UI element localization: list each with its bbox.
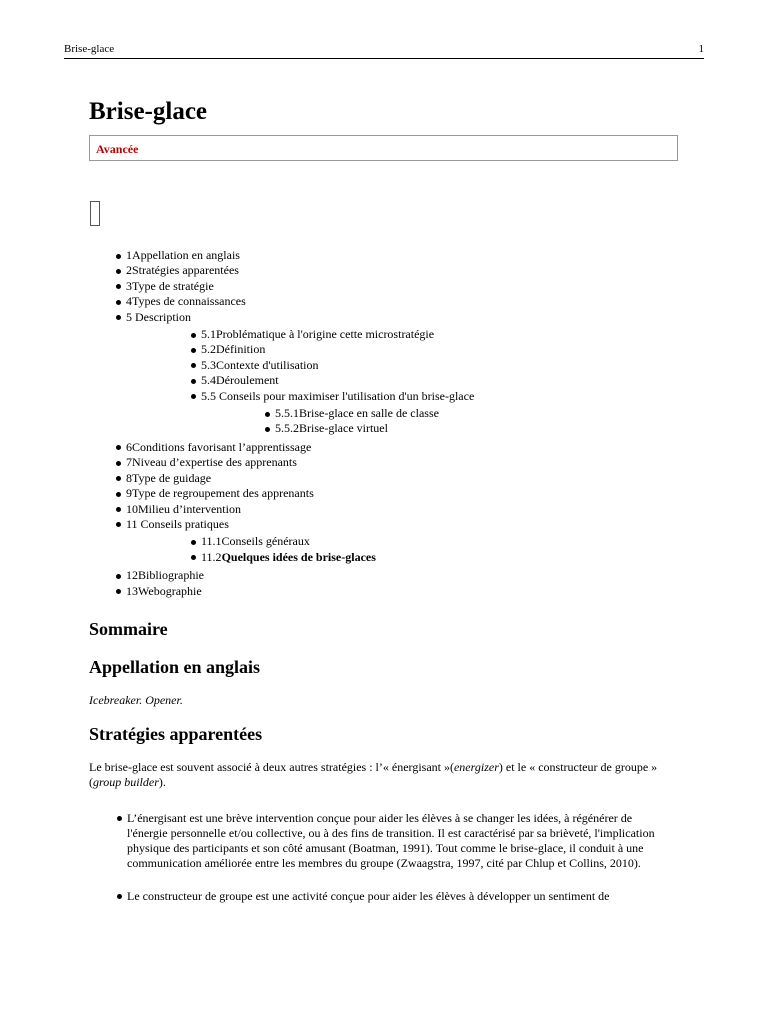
toc-sublist (164, 534, 689, 565)
appellation-text: Icebreaker. Opener. (89, 692, 183, 707)
section-heading-sommaire: Sommaire (89, 618, 168, 639)
toc-item[interactable]: 11.1Conseils généraux (164, 534, 689, 549)
toc-item[interactable]: 5 Description 5.1Problématique à l'origine cette microstratégie 5.2Définition 5.3Contexte d'utilisation 5.4Déroulement 5.5 Conseils pour maximiser l'utilisation d'un brise-glace 5.5.1Brise-glace en salle de classe 5.5.2Brise-glace virtuel (89, 310, 689, 437)
section-heading-appellation: Appellation en anglais (89, 656, 261, 677)
toc-item[interactable]: 10Milieu d’intervention (89, 502, 689, 517)
toc-item[interactable]: 5.1Problématique à l'origine cette microstratégie (164, 327, 689, 342)
toc-item[interactable]: 5.3Contexte d'utilisation (164, 358, 689, 373)
toc-sublist (238, 406, 689, 437)
status-box (89, 135, 678, 161)
toc-item[interactable]: 3Type de stratégie (89, 279, 689, 294)
table-of-contents (89, 248, 689, 599)
toc-sublist (164, 327, 689, 437)
toc-item[interactable]: 9Type de regroupement des apprenants (89, 486, 689, 501)
toc-item[interactable]: 2Stratégies apparentées (89, 263, 689, 278)
list-item: Le constructeur de groupe est une activité conçue pour aider les élèves à développer un sentiment de (89, 889, 667, 904)
strategies-intro: Le brise-glace est souvent associé à deux autres stratégies : l’« énergisant »(energizer) et le « constructeur de groupe » (group builder). (89, 759, 658, 790)
running-header (64, 42, 704, 59)
toc-item[interactable]: 11.2Quelques idées de brise-glaces (164, 550, 689, 565)
toc-item[interactable]: 12Bibliographie (89, 568, 689, 583)
page-number: 1 (698, 43, 704, 55)
page-content (89, 95, 689, 921)
toc-item[interactable]: 13Webographie (89, 584, 689, 599)
list-item: L’énergisant est une brève intervention conçue pour aider les élèves à se changer les idées, à régénérer de l'énergie personnelle et/ou collective, ou à des fins de transition. Il est caractérisé par sa brièveté, l'implication physique des participants et son côté amusant (Boatman, 1991). Tout comme le brise-glace, il conduit à une communication améliorée entre les membres du groupe (Zwaagstra, 1997, cité par Chlup et Collins, 2010). (89, 811, 667, 872)
status-label: Avancée (96, 142, 139, 156)
broken-image-icon (90, 201, 100, 226)
toc-item[interactable]: 5.5.2Brise-glace virtuel (238, 421, 689, 436)
running-header-title: Brise-glace (64, 43, 115, 55)
toc-item[interactable]: 1Appellation en anglais (89, 248, 689, 263)
toc-item[interactable]: 4Types de connaissances (89, 294, 689, 309)
toc-item[interactable]: 8Type de guidage (89, 471, 689, 486)
toc-item[interactable]: 7Niveau d’expertise des apprenants (89, 455, 689, 470)
toc-item[interactable]: 5.5 Conseils pour maximiser l'utilisation d'un brise-glace 5.5.1Brise-glace en salle de classe 5.5.2Brise-glace virtuel (164, 389, 689, 437)
toc-item[interactable]: 5.4Déroulement (164, 373, 689, 388)
toc-item[interactable]: 5.5.1Brise-glace en salle de classe (238, 406, 689, 421)
strategies-list (89, 811, 689, 904)
page-title: Brise-glace (89, 98, 208, 125)
toc-item[interactable]: 6Conditions favorisant l’apprentissage (89, 440, 689, 455)
toc-item[interactable]: 11 Conseils pratiques 11.1Conseils généraux 11.2Quelques idées de brise-glaces (89, 517, 689, 565)
section-heading-strategies: Stratégies apparentées (89, 723, 263, 744)
toc-item[interactable]: 5.2Définition (164, 342, 689, 357)
